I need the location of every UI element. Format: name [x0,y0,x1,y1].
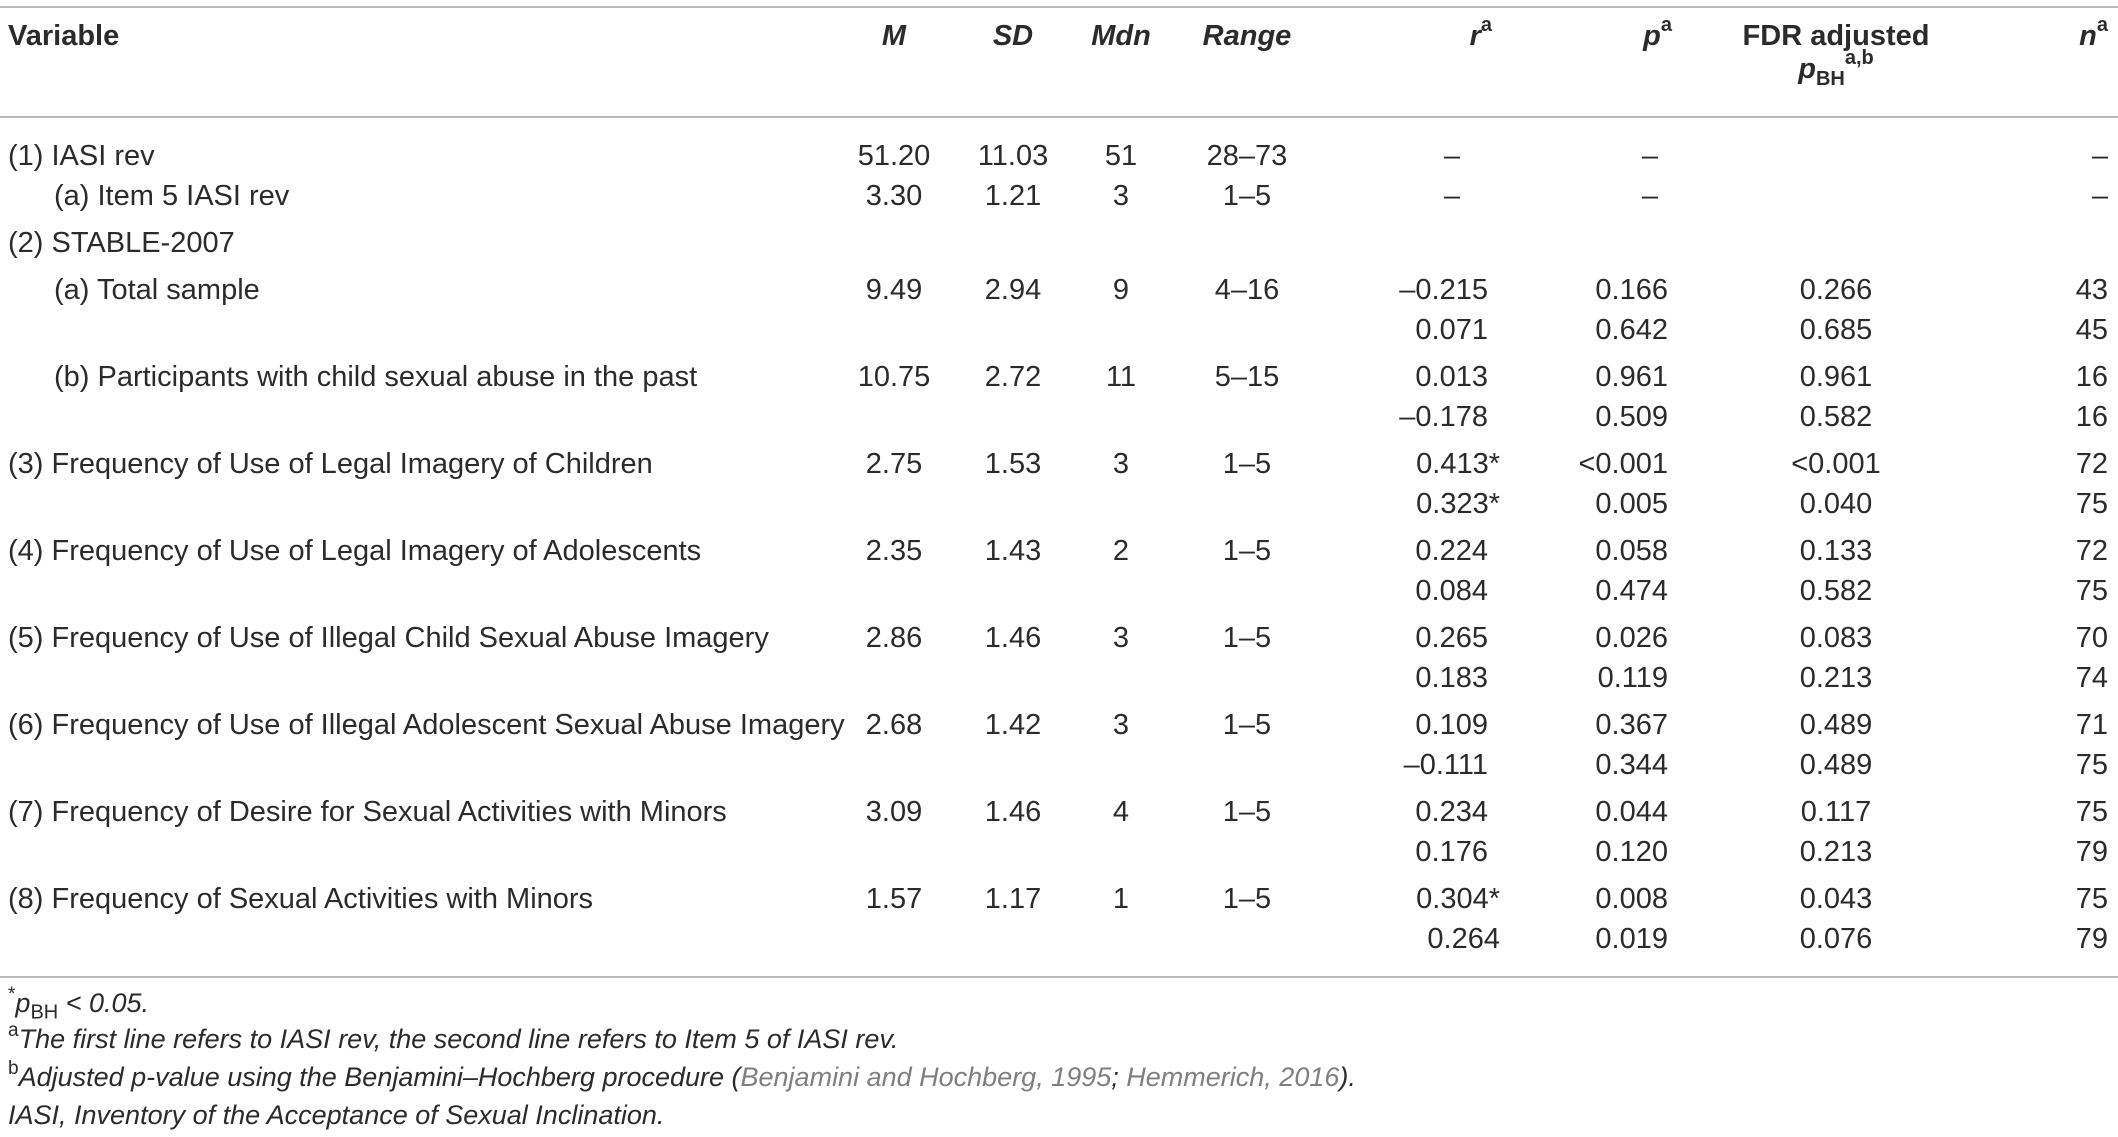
cell-sd: 1.21 [984,180,1042,212]
table-row [0,879,2118,966]
cell-r: 0.224 0.084 [1415,535,1488,607]
cell-p: 0.044 0.120 [1595,796,1668,868]
cell-range: 5–15 [1214,361,1280,393]
cell-m: 2.75 [865,448,923,480]
cell-fdr: 0.117 0.213 [1799,796,1873,868]
cell-range: 4–16 [1214,274,1280,306]
table-row [0,270,2118,357]
row-label: (4) Frequency of Use of Legal Imagery of Adolescents [8,535,702,567]
cell-sd: 1.42 [984,709,1042,741]
cell-fdr [1712,122,1960,176]
cell-n: 72 75 [2075,448,2108,520]
cell-p: 0.058 0.474 [1595,535,1668,607]
header-n: $n^a$ [2079,14,2108,52]
table-row [0,705,2118,792]
cell-range: 28–73 [1206,140,1288,172]
bottom-rule [0,976,2118,978]
cell-range: 1–5 [1222,535,1272,567]
results-table [0,8,2118,966]
row-label: (5) Frequency of Use of Illegal Child Sexual Abuse Imagery [8,622,769,654]
cell-m: 9.49 [865,274,923,306]
cell-m: 2.86 [865,622,923,654]
cell-n: 75 79 [2075,883,2108,955]
table-row [0,176,2118,223]
cell-mdn: 3 [1112,622,1130,654]
row-label: (7) Frequency of Desire for Sexual Activities with Minors [8,796,727,828]
row-label: (6) Frequency of Use of Illegal Adolescent Sexual Abuse Imagery [8,709,845,741]
row-label: (a) Total sample [54,274,260,306]
cell-r: 0.013 –0.178 [1399,361,1488,433]
cell-mdn: 2 [1112,535,1130,567]
cell-m: 10.75 [857,361,931,393]
cell-r: 0.234 0.176 [1415,796,1488,868]
header-r: $r^a$ [1469,14,1492,52]
cell-r: – [1443,180,1460,212]
row-label: (b) Participants with child sexual abuse in the past [54,361,698,393]
cell-p: 0.008 0.019 [1595,883,1668,955]
footnote-significance: $^*p_{BH} < 0.05$. [8,984,150,1024]
table-row [0,357,2118,444]
header-p: $p^a$ [1643,14,1672,52]
cell-sd: 2.72 [984,361,1042,393]
row-label: (3) Frequency of Use of Legal Imagery of Children [8,448,653,480]
cell-sd: 1.46 [984,622,1042,654]
cell-mdn: 1 [1112,883,1130,915]
table-row [0,444,2118,531]
cell-p: <0.001 0.005 [1578,448,1668,520]
cell-n: 72 75 [2075,535,2108,607]
cell-mdn: 9 [1112,274,1130,306]
row-label: (8) Frequency of Sexual Activities with Minors [8,883,594,915]
cell-sd: 2.94 [984,274,1042,306]
cell-mdn: 4 [1112,796,1130,828]
cell-sd: 11.03 [977,140,1049,172]
row-label: (a) Item 5 IASI rev [54,180,290,212]
cell-mdn: 3 [1112,709,1130,741]
citation-benjamini[interactable]: Benjamini and Hochberg, 1995 [740,1062,1112,1092]
row-label: (1) IASI rev [8,140,155,172]
header-m: M [881,20,907,52]
cell-range: 1–5 [1222,796,1272,828]
cell-n: 43 45 [2075,274,2108,346]
cell-fdr: 0.489 0.489 [1799,709,1873,781]
cell-m: 3.09 [865,796,923,828]
table-row [0,531,2118,618]
cell-r: 0.265 0.183 [1415,622,1488,694]
table-row [0,223,2118,270]
cell-mdn: 11 [1105,361,1137,393]
header-mdn: Mdn [1091,20,1151,52]
header-sd: SD [992,20,1034,52]
cell-range: 1–5 [1222,448,1272,480]
cell-sd: 1.43 [984,535,1042,567]
cell-n: 75 79 [2075,796,2108,868]
cell-r: 0.413* 0.323* [1416,448,1500,520]
cell-range: 1–5 [1222,709,1272,741]
header-row [0,8,2118,122]
table-row [0,122,2118,176]
footnote-abbreviation: IASI, Inventory of the Acceptance of Sexual Inclination. [8,1100,665,1130]
cell-n: – [2091,140,2108,172]
cell-range: 1–5 [1222,180,1272,212]
row-label: (2) STABLE-2007 [8,227,235,259]
cell-fdr: 0.043 0.076 [1799,883,1873,955]
cell-fdr: 0.961 0.582 [1799,361,1873,433]
cell-n: 71 75 [2075,709,2108,781]
cell-m: 1.57 [865,883,923,915]
cell-n: 70 74 [2075,622,2108,694]
header-range: Range [1202,20,1292,52]
footnote-a: $^a$The first line refers to IASI rev, the second line refers to Item 5 of IASI rev. [8,1020,899,1054]
cell-m: 3.30 [865,180,923,212]
cell-fdr: 0.266 0.685 [1799,274,1873,346]
cell-p: – [1641,180,1658,212]
cell-mdn: 51 [1104,140,1138,172]
table-row [0,792,2118,879]
cell-fdr: <0.001 0.040 [1791,448,1881,520]
cell-r: –0.215 0.071 [1399,274,1488,346]
cell-fdr: 0.083 0.213 [1799,622,1873,694]
cell-p: 0.026 0.119 [1595,622,1668,694]
footnote-b: $^b$Adjusted p-value using the Benjamini–Hochberg procedure (Benjamini and Hochberg, 1995; Hemmerich, 2016). [8,1058,1356,1092]
cell-mdn: 3 [1112,180,1130,212]
cell-n: 16 16 [2075,361,2108,433]
cell-p: 0.367 0.344 [1595,709,1668,781]
header-fdr: FDR adjusted $p_{BH}^{a,b}$ [1742,20,1930,90]
cell-m: 2.68 [865,709,923,741]
cell-p: – [1641,140,1658,172]
cell-fdr: 0.133 0.582 [1799,535,1873,607]
cell-r: 0.304* 0.264 [1416,883,1500,955]
cell-range: 1–5 [1222,622,1272,654]
cell-n: – [2091,180,2108,212]
cell-r: 0.109 –0.111 [1403,709,1488,781]
cell-range: 1–5 [1222,883,1272,915]
table-row [0,618,2118,705]
citation-hemmerich[interactable]: Hemmerich, 2016 [1126,1062,1340,1092]
cell-sd: 1.46 [984,796,1042,828]
header-variable: Variable [8,20,120,52]
cell-r: – [1443,140,1460,172]
cell-m: 51.20 [857,140,931,172]
cell-sd: 1.53 [984,448,1042,480]
cell-p: 0.961 0.509 [1595,361,1668,433]
cell-sd: 1.17 [984,883,1042,915]
cell-p: 0.166 0.642 [1595,274,1668,346]
cell-m: 2.35 [865,535,923,567]
cell-fdr [1712,176,1960,223]
cell-mdn: 3 [1112,448,1130,480]
